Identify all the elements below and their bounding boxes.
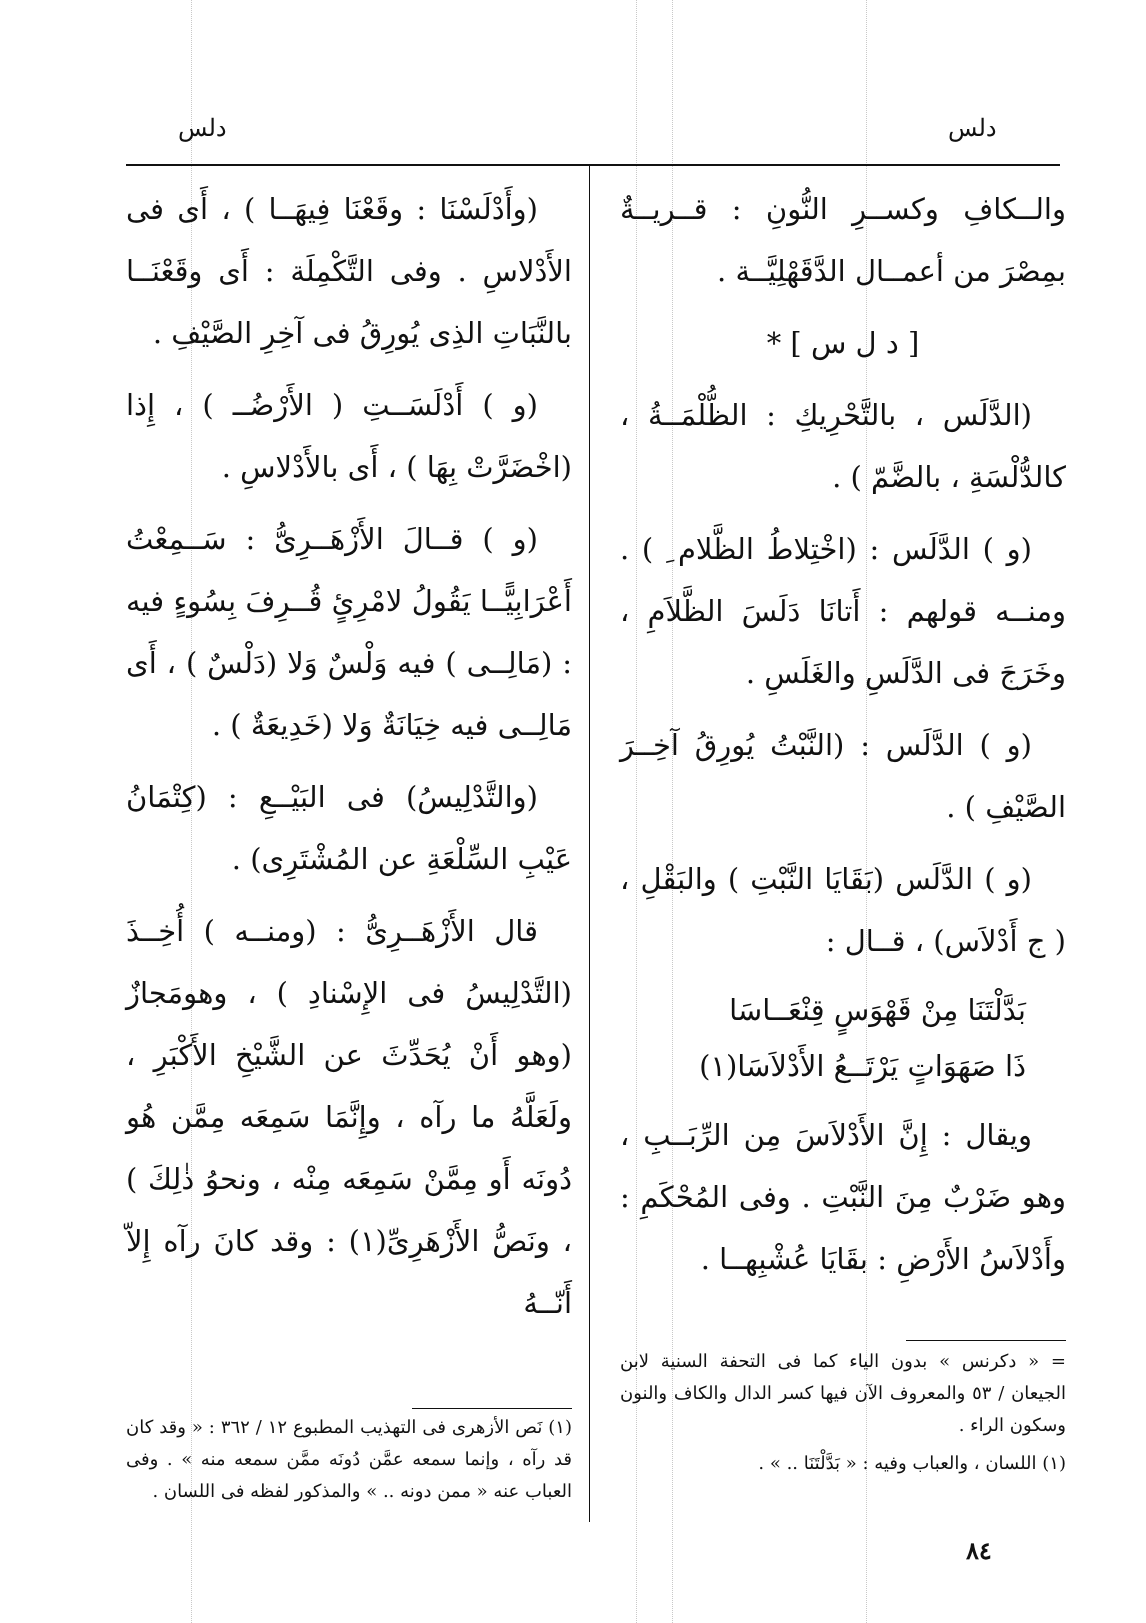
footnotes-left	[126, 1412, 572, 1514]
paragraph: (و ) قــالَ الأَزْهَــرِىُّ : سَــمِعْتُ أَعْرَابِيًّــا يَقُولُ لامْرِئٍ قُــرِفَ بِسُوءٍ فيه : (مَالِــى ) فيه وَلْسٌ وَلا (دَلْسٌ ) ، أَى مَالِــى فيه خِيَانَةٌ وَلا (خَدِيعَةٌ ) .	[126, 522, 572, 742]
verse-hemistich-1: بَدَّلْتَنَا مِنْ قَهْوَسٍ قِنْعَــاسَا	[729, 993, 1026, 1027]
paragraph: والــكافِ وكســرِ النُّونِ : قــريــةٌ بمِصْرَ من أعمــال الدَّقَهْلِيَّــة .	[620, 192, 1066, 288]
paragraph: (و ) أَدْلَسَــتِ ( الأَرْضُــ ) ، إِذا (اخْضَرَّتْ بِهَا ) ، أَى بالأَدْلاسِ .	[126, 388, 572, 484]
footnotes-right	[620, 1346, 1066, 1486]
right-column	[620, 178, 1066, 1300]
footnote-rule-left	[412, 1408, 572, 1409]
paragraph: ويقال : إِنَّ الأَدْلاَسَ مِن الرِّبَــبِ ، وهو ضَرْبٌ مِنَ النَّبْتِ . وفى المُحْكَمِ : وأَدْلاَسُ الأَرْضِ : بقَايَا عُشْبِهــا .	[620, 1118, 1066, 1276]
paragraph: (و ) الدَّلَس (بَقَايَا النَّبْتِ ) والبَقْلِ ، ( ج أَدْلاَس) ، قــال :	[620, 862, 1066, 958]
column-divider	[589, 165, 590, 1522]
paragraph: (و ) الدَّلَس : (النَّبْتُ يُورِقُ آخِــرَ الصَّيْفِ ) .	[620, 728, 1066, 824]
poetry-verse	[620, 982, 1066, 1094]
paragraph: (والتَّدْلِيسُ) فى البَيْــعِ : (كِتْمَانُ عَيْبِ السِّلْعَةِ عن المُشْتَرِى) .	[126, 780, 572, 876]
footnote-rule-right	[906, 1340, 1066, 1341]
page-number: ٨٤	[966, 1536, 992, 1565]
left-column	[126, 178, 572, 1344]
paragraph: (وأَدْلَسْنَا : وقَعْنَا فِيهَــا ) ، أَى فى الأَدْلاسِ . وفى التَّكْمِلَة : أَى وقَعْنَــا بالنَّبَاتِ الذِى يُورِقُ فى آخِرِ الصَّيْفِ .	[126, 192, 572, 350]
paragraph: (و ) الدَّلَس : (اخْتِلاطُ الظَّلام ِ ) . ومنــه قولهم : أَتانَا دَلَسَ الظَّلاَمِ ، وخَرَجَ فى الدَّلَسِ والغَلَسِ .	[620, 532, 1066, 690]
entry-heading: [ د ل س ] *	[766, 326, 920, 360]
paragraph: قال الأَزْهَــرِىُّ : (ومنــه ) أُخِــذَ (التَّدْلِيسُ فى الإِسْنادِ ) ، وهومَجازٌ (وهو أَنْ يُحَدِّثَ عن الشَّيْخِ الأَكْبَرِ ، ولَعَلَّهُ ما رآه ، وإِنَّمَا سَمِعَه مِمَّن هُو دُونَه أَو مِمَّنْ سَمِعَه مِنْه ، ونحوُ ذٰلِكَ ) ، ونَصُّ الأَزْهَرِىِّ(١) : وقد كانَ رآه إِلاّ أَنّــهُ	[126, 914, 572, 1320]
footnote: (١) اللسان ، والعباب وفيه : « بَدَّلْتَنَا .. » .	[758, 1453, 1066, 1474]
running-header-right: دلس	[948, 114, 997, 142]
footnote: (١) نَص الأزهرى فى التهذيب المطبوع ١٢ / ٣٦٢ : « وقد كان قد رآه ، وإنما سمعه عمَّن دُونَه ممَّن سمعه منه » . وفى العباب عنه « ممن دونه .. » والمذكور لفظه فى اللسان .	[126, 1417, 572, 1502]
footnote: = « دكرنس » بدون الياء كما فى التحفة السنية لابن الجيعان / ٥٣ والمعروف الآن فيها كسر الدال والكاف والنون وسكون الراء .	[620, 1351, 1066, 1436]
verse-hemistich-2: ذَا صَهَوَاتٍ يَرْتَــعُ الأَدْلاَسَا(١)	[699, 1049, 1026, 1083]
header-rule	[126, 164, 1060, 166]
running-header-left: دلس	[178, 114, 227, 142]
paragraph: (الدَّلَس ، بالتَّحْرِيكِ : الظُّلْمَــةُ ، كالدُّلْسَةِ ، بالضَّمّ ) .	[620, 398, 1066, 494]
